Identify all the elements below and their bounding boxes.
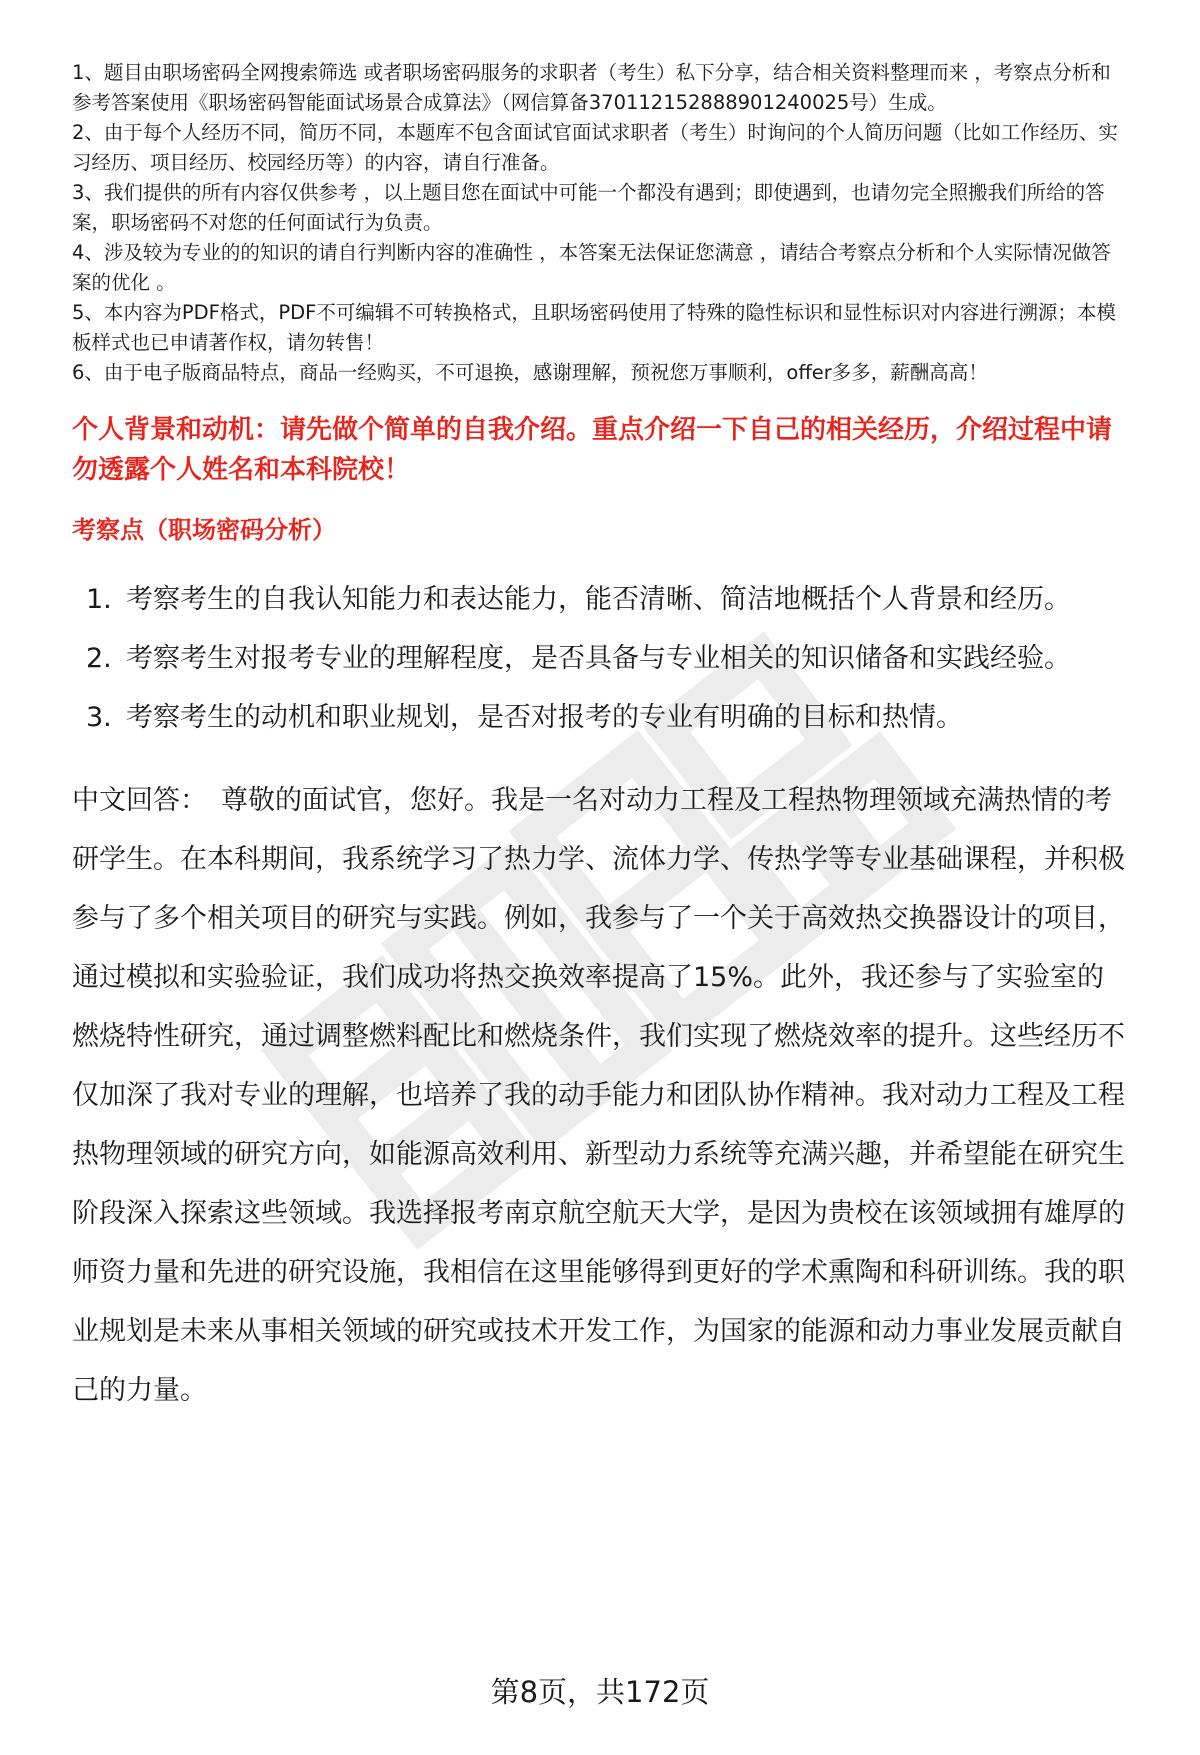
page-number: 第8页，共172页 — [490, 1675, 710, 1709]
disclaimer-item: 3、我们提供的所有内容仅供参考 ，以上题目您在面试中可能一个都没有遇到；即使遇到，也请勿完全照搬我们所给的答案，职场密码不对您的任何面试行为负责。 — [72, 181, 1105, 234]
analysis-point — [72, 629, 1128, 688]
analysis-points — [72, 570, 1128, 747]
point-number: 1. — [86, 584, 112, 615]
disclaimer-list — [72, 58, 1128, 388]
disclaimer-item: 4、涉及较为专业的的知识的请自行判断内容的准确性 ，本答案无法保证您满意 ，请结合考察点分析和个人实际情况做答案的优化 。 — [72, 241, 1111, 294]
answer-label: 中文回答： — [72, 785, 207, 816]
disclaimer-item: 1、题目由职场密码全网搜索筛选 或者职场密码服务的求职者（考生）私下分享，结合相关资料整理而来 ，考察点分析和参考答案使用《职场密码智能面试场景合成算法》（网信算备370112152888901240025号）生成。 — [72, 61, 1111, 114]
interview-question: 个人背景和动机：请先做个简单的自我介绍。重点介绍一下自己的相关经历，介绍过程中请勿透露个人姓名和本科院校！ — [72, 415, 1113, 485]
analysis-title: 考察点（职场密码分析） — [72, 516, 336, 544]
point-number: 3. — [86, 702, 112, 733]
disclaimer-item: 6、由于电子版商品特点，商品一经购买，不可退换，感谢理解，预祝您万事顺利，offer多多，薪酬高高！ — [72, 361, 988, 384]
disclaimer-item: 2、由于每个人经历不同，简历不同，本题库不包含面试官面试求职者（考生）时询问的个人简历问题（比如工作经历、实习经历、项目经历、校园经历等）的内容，请自行准备。 — [72, 121, 1118, 174]
analysis-point — [72, 570, 1128, 629]
point-text: 考察考生对报考专业的理解程度，是否具备与专业相关的知识储备和实践经验。 — [126, 643, 1071, 674]
answer-text: 尊敬的面试官，您好。我是一名对动力工程及工程热物理领域充满热情的考研学生。在本科期间，我系统学习了热力学、流体力学、传热学等专业基础课程，并积极参与了多个相关项目的研究与实践。例如，我参与了一个关于高效热交换器设计的项目，通过模拟和实验验证，我们成功将热交换效率提高了15%。此外，我还参与了实验室的燃烧特性研究，通过调整燃料配比和燃烧条件，我们实现了燃烧效率的提升。这些经历不仅加深了我对专业的理解，也培养了我的动手能力和团队协作精神。我对动力工程及工程热物理领域的研究方向，如能源高效利用、新型动力系统等充满兴趣，并希望能在研究生阶段深入探索这些领域。我选择报考南京航空航天大学，是因为贵校在该领域拥有雄厚的师资力量和先进的研究设施，我相信在这里能够得到更好的学术熏陶和科研训练。我的职业规划是未来从事相关领域的研究或技术开发工作，为国家的能源和动力事业发展贡献自己的力量。 — [72, 785, 1125, 1406]
point-text: 考察考生的自我认知能力和表达能力，能否清晰、简洁地概括个人背景和经历。 — [126, 584, 1071, 615]
analysis-point — [72, 688, 1128, 747]
point-number: 2. — [86, 643, 112, 674]
answer-block — [72, 771, 1128, 1420]
point-text: 考察考生的动机和职业规划，是否对报考的专业有明确的目标和热情。 — [126, 702, 963, 733]
disclaimer-item: 5、本内容为PDF格式，PDF不可编辑不可转换格式，且职场密码使用了特殊的隐性标识和显性标识对内容进行溯源；本模板样式也已申请著作权，请勿转售！ — [72, 301, 1116, 354]
